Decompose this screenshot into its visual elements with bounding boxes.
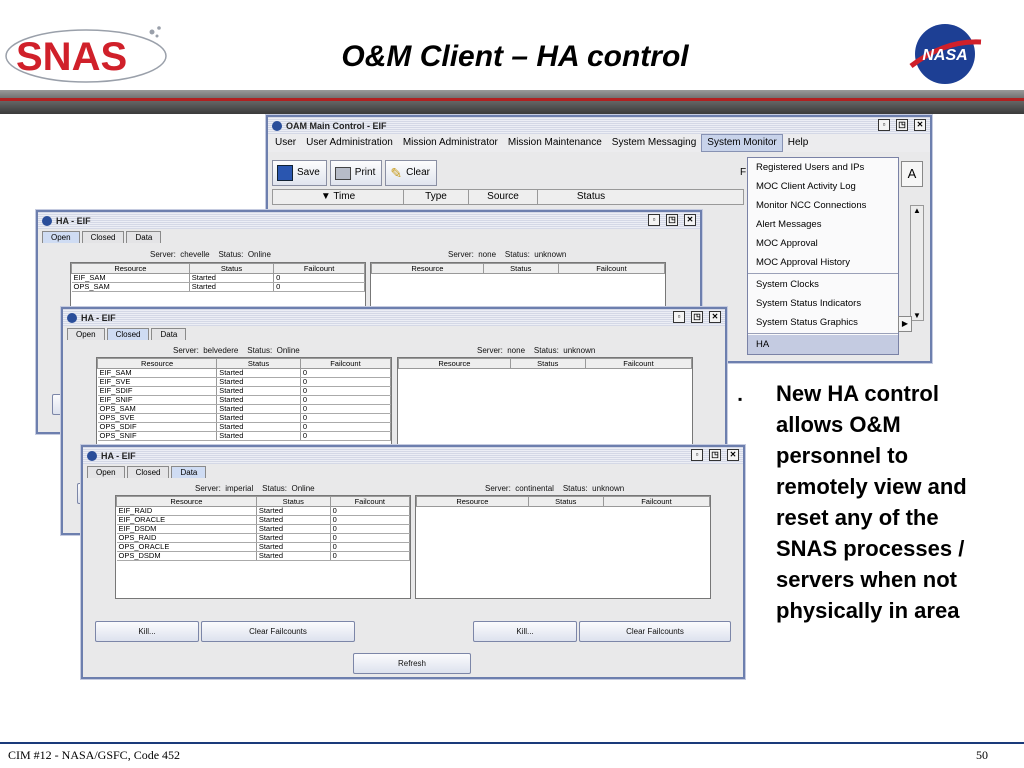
column-status[interactable]: Status [576,191,606,202]
left-clear-failcounts-button[interactable]: Clear Failcounts [201,621,355,642]
close-icon[interactable]: ✕ [914,119,926,131]
table-row[interactable]: OPS_DSDM Started 0 [117,552,410,561]
ha1-title: HA - EIF [56,215,91,226]
system-monitor-dropdown [747,157,899,355]
ha3-titlebar [83,447,743,464]
ha3-left-server: Server: imperial Status: Online [195,484,315,493]
menu-item-system-status-graphics[interactable]: System Status Graphics [756,317,858,328]
app-icon [87,451,97,461]
svg-text:NASA: NASA [922,47,968,64]
table-row[interactable]: OPS_ORACLE Started 0 [117,543,410,552]
main-titlebar [268,117,930,134]
close-icon[interactable]: ✕ [684,214,696,226]
table-row[interactable]: OPS_SAM Started 0 [72,283,365,292]
log-table-header [272,189,744,205]
print-button[interactable]: Print [330,160,383,186]
main-window-title: OAM Main Control - EIF [286,120,387,131]
ha1-tabs [38,229,700,243]
table-row[interactable]: EIF_ORACLE Started 0 [117,516,410,525]
tab-open[interactable]: Open [87,466,125,478]
menu-help[interactable]: Help [787,137,809,148]
svg-text:SNAS: SNAS [16,35,128,79]
close-icon[interactable]: ✕ [727,449,739,461]
toolbar [272,160,437,186]
menu-user-administration[interactable]: User Administration [306,137,393,148]
tab-data[interactable]: Data [151,328,186,340]
menu-item-moc-approval-history[interactable]: MOC Approval History [756,257,850,268]
save-button[interactable]: Save [272,160,327,186]
table-row[interactable]: EIF_DSDM Started 0 [117,525,410,534]
printer-icon [335,167,351,180]
tab-closed[interactable]: Closed [107,328,150,340]
ha3-title: HA - EIF [101,450,136,461]
broom-icon: ✎ [390,165,403,181]
left-kill-button[interactable]: Kill... [95,621,199,642]
footer-text: CIM #12 - NASA/GSFC, Code 452 [8,748,181,762]
table-row[interactable]: EIF_SVE Started 0 [98,378,391,387]
menu-item-ha[interactable]: HA [748,335,898,354]
close-icon[interactable]: ✕ [709,311,721,323]
header-bar [0,90,1024,114]
submenu-arrow-icon[interactable]: ▶ [898,316,912,332]
menu-mission-maintenance[interactable]: Mission Maintenance [507,137,602,148]
ha2-tabs [63,326,725,340]
column-source[interactable]: Source [469,190,538,204]
clear-button[interactable]: ✎ Clear [385,160,437,186]
ha-window-data [81,445,745,679]
right-kill-button[interactable]: Kill... [473,621,577,642]
menu-system-messaging[interactable]: System Messaging [611,137,697,148]
column-type[interactable]: Type [404,190,469,204]
right-clear-failcounts-button[interactable]: Clear Failcounts [579,621,731,642]
partial-label-f: F [740,167,747,178]
maximize-icon[interactable]: ◳ [709,449,721,461]
slide-title: O&M Client – HA control [341,40,689,73]
tab-closed[interactable]: Closed [127,466,170,478]
ha2-title: HA - EIF [81,312,116,323]
app-icon [272,121,282,131]
menu-item-registered-users[interactable]: Registered Users and IPs [756,162,865,173]
tab-data[interactable]: Data [126,231,161,243]
app-icon [42,216,52,226]
ha3-tabs [83,464,743,478]
table-row[interactable]: OPS_RAID Started 0 [117,534,410,543]
log-scrollbar[interactable] [910,205,924,321]
ha2-titlebar [63,309,725,326]
footer-line [0,742,1024,744]
maximize-icon[interactable]: ◳ [691,311,703,323]
ha1-left-server: Server: chevelle Status: Online [150,250,271,259]
ha3-right-server: Server: continental Status: unknown [485,484,625,493]
table-row[interactable]: EIF_SNIF Started 0 [98,396,391,405]
table-row[interactable]: OPS_SAM Started 0 [98,405,391,414]
menu-item-monitor-ncc-connections[interactable]: Monitor NCC Connections [756,200,867,211]
menu-item-system-clocks[interactable]: System Clocks [756,279,819,290]
menu-mission-administrator[interactable]: Mission Administrator [402,137,498,148]
scroll-up-icon[interactable]: ▲ [913,206,921,215]
table-row[interactable]: EIF_SAM Started 0 [98,369,391,378]
menubar [268,134,930,152]
table-row[interactable]: EIF_SAM Started 0 [72,274,365,283]
ha2-right-server: Server: none Status: unknown [477,346,596,355]
page-number: 50 [976,748,988,762]
table-row[interactable]: EIF_RAID Started 0 [117,507,410,516]
ha3-right-table: Resource Status Failcount [415,495,711,599]
bullet-icon: ▪ [738,392,743,406]
tab-closed[interactable]: Closed [82,231,125,243]
ha2-right-table: Resource Status Failcount [397,357,693,447]
maximize-icon[interactable]: ◳ [896,119,908,131]
minimize-icon[interactable]: ▫ [691,449,703,461]
ha2-left-server: Server: belvedere Status: Online [173,346,300,355]
app-icon [67,313,77,323]
menu-separator [748,333,898,334]
menu-item-system-status-indicators[interactable]: System Status Indicators [756,298,862,309]
refresh-button[interactable]: Refresh [353,653,471,674]
bullet-text: New HA control allows O&M personnel to remotely view and reset any of the SNAS processes / servers when not physically in area [776,381,967,623]
table-row[interactable]: OPS_SDIF Started 0 [98,423,391,432]
menu-separator [748,273,898,274]
table-row[interactable]: EIF_SDIF Started 0 [98,387,391,396]
menu-item-moc-client-activity-log[interactable]: MOC Client Activity Log [756,181,856,192]
minimize-icon[interactable]: ▫ [878,119,890,131]
menu-item-moc-approval[interactable]: MOC Approval [756,238,818,249]
tab-open[interactable]: Open [67,328,105,340]
nasa-logo [905,20,985,88]
menu-user[interactable]: User [275,137,297,148]
column-time[interactable]: ▼ Time [273,190,404,204]
ha1-right-server: Server: none Status: unknown [448,250,567,259]
ha2-left-table: Resource Status Failcount EIF_SAM Started 0 EIF_SVE Started 0 EIF_SDIF Started 0 EIF_SNIF Started 0 OPS_SAM Started 0 OPS_SVE Started 0 OPS_SDIF Started 0 OPS_SNIF Started 0 [96,357,392,447]
tab-open[interactable]: Open [42,231,80,243]
minimize-icon[interactable]: ▫ [648,214,660,226]
snas-logo [4,22,172,84]
ha3-left-table: Resource Status Failcount EIF_RAID Started 0 EIF_ORACLE Started 0 EIF_DSDM Started 0 OPS_RAID Started 0 OPS_ORACLE Started 0 OPS_DSDM Started 0 [115,495,411,599]
menu-system-monitor[interactable]: System Monitor [701,134,782,152]
table-row[interactable]: OPS_SNIF Started 0 [98,432,391,441]
table-row[interactable]: OPS_SVE Started 0 [98,414,391,423]
menu-item-alert-messages[interactable]: Alert Messages [756,219,822,230]
maximize-icon[interactable]: ◳ [666,214,678,226]
ha1-left-table: Resource Status Failcount EIF_SAM Started 0 OPS_SAM Started 0 [70,262,366,308]
ha1-titlebar [38,212,700,229]
minimize-icon[interactable]: ▫ [673,311,685,323]
ha1-right-table: Resource Status Failcount [370,262,666,308]
tab-data[interactable]: Data [171,466,206,478]
floppy-icon [277,165,293,181]
scroll-down-icon[interactable]: ▼ [913,311,921,320]
a-button[interactable]: A [901,161,923,187]
